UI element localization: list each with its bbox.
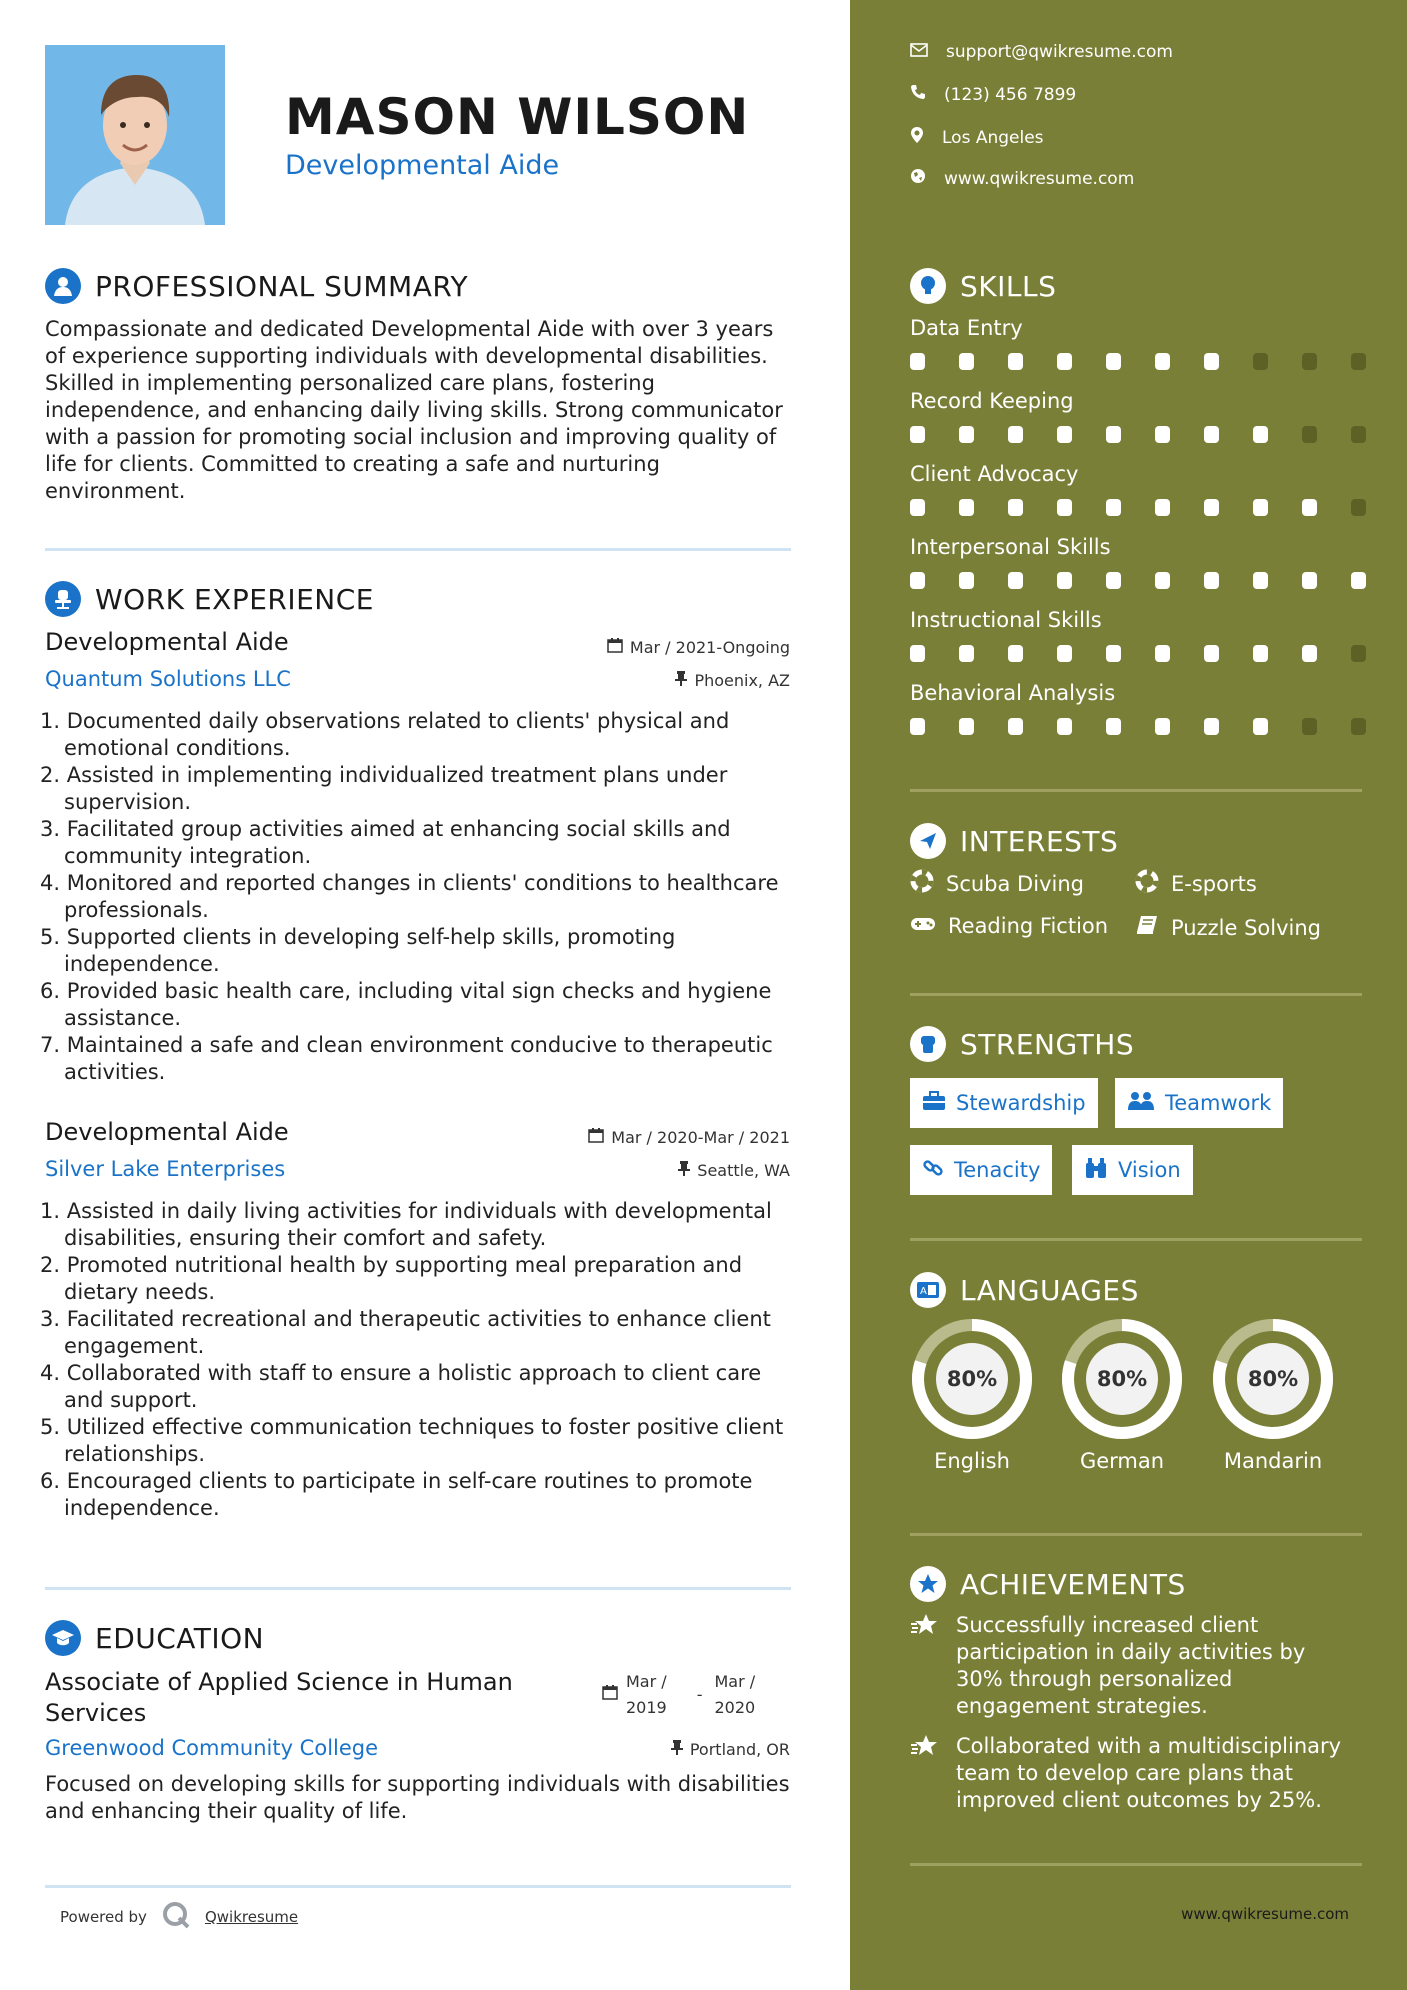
skill-dot-filled [1204,426,1219,443]
list-item: 4. Monitored and reported changes in clients' conditions to healthcare professionals. [40,871,779,922]
list-item: 5. Utilized effective communication techniques to foster positive client relationships. [40,1415,784,1466]
education-location-text: Portland, OR [689,1739,790,1759]
contact-phone[interactable] [910,84,1076,105]
skill-dot-filled [1155,426,1170,443]
skill-dot-filled [1008,645,1023,662]
list-item: 1. Documented daily observations related to clients' physical and emotional conditions. [40,709,730,760]
achievement-item [910,1733,1360,1814]
gamepad-icon [910,914,936,938]
language-name: German [1079,1449,1165,1473]
skill-dot-filled [1008,718,1023,735]
achievements-heading [910,1566,1186,1602]
skill-dot-filled [1253,426,1268,443]
divider [910,789,1362,792]
skill-dot-filled [1106,353,1121,370]
languages-title: LANGUAGES [960,1273,1139,1307]
strengths-heading [910,1026,1134,1062]
summary-heading [45,268,468,304]
skill-dot-filled [1204,572,1219,589]
globe-icon [910,168,926,189]
achievement-text: Successfully increased client participation in daily activities by 30% through personalized engagement strategies. [956,1613,1306,1718]
translate-icon [910,1272,946,1308]
skill-dot-filled [1155,353,1170,370]
paper-plane-icon [910,823,946,859]
job-location [678,1160,790,1180]
lightbulb-icon [910,268,946,304]
skill-dot-filled [1106,645,1121,662]
skill-dot-filled [910,572,925,589]
divider [910,1533,1362,1536]
list-item: 3. Facilitated group activities aimed at enhancing social skills and community integration. [40,817,731,868]
experience-title: WORK EXPERIENCE [95,582,374,616]
star-icon [910,1733,940,1814]
language-item [910,1317,1034,1473]
strength-tag: Tenacity [910,1145,1052,1195]
book-icon [1135,914,1159,941]
qwikresume-logo-icon [161,1900,191,1934]
education-text: Focused on developing skills for supporting individuals with disabilities and enhancing their quality of life. [45,1772,790,1823]
divider [45,1885,791,1888]
skill-dot-filled [910,353,925,370]
skill-dot-empty [1253,353,1268,370]
pin-icon [675,670,687,690]
skill-dot-filled [1057,645,1072,662]
skill-dot-filled [1253,572,1268,589]
strength-tag: Stewardship [910,1078,1098,1128]
interest-item: Reading Fiction [910,914,1108,938]
skill-name: Record Keeping [910,389,1074,413]
skill-dot-filled [959,645,974,662]
life-ring-icon [910,869,934,898]
skill-rating [910,353,1400,370]
divider [910,1238,1362,1241]
svg-text:A: A [920,1286,927,1297]
skill-dot-filled [1204,499,1219,516]
education-location [671,1739,790,1759]
fist-icon [910,1026,946,1062]
skill-dot-filled [1155,572,1170,589]
language-progress-ring [1060,1317,1184,1441]
skill-dot-empty [1351,718,1366,735]
list-item: 2. Promoted nutritional health by supporting meal preparation and dietary needs. [40,1253,743,1304]
skills-title: SKILLS [960,269,1057,303]
skill-name: Instructional Skills [910,608,1102,632]
skill-dot-filled [1008,572,1023,589]
list-item: 2. Assisted in implementing individualized treatment plans under supervision. [40,763,728,814]
job-company: Quantum Solutions LLC [45,667,291,691]
skill-dot-filled [1253,499,1268,516]
divider [910,1863,1362,1866]
footer-website[interactable]: www.qwikresume.com [1181,1905,1349,1923]
list-item: 3. Facilitated recreational and therapeutic activities to enhance client engagement. [40,1307,771,1358]
languages-heading [910,1272,1139,1308]
graduation-cap-icon [45,1620,81,1656]
skill-dot-filled [1204,645,1219,662]
skill-dot-filled [910,645,925,662]
candidate-role: Developmental Aide [285,150,560,181]
skill-dot-filled [1302,645,1317,662]
contact-email[interactable] [910,42,1173,62]
skill-dot-filled [1155,718,1170,735]
job-location [675,670,790,690]
strength-tag: Vision [1072,1145,1193,1195]
skill-dot-empty [1351,353,1366,370]
skill-dot-filled [1106,499,1121,516]
school-name: Greenwood Community College [45,1736,379,1760]
users-icon [1127,1091,1155,1116]
skill-dot-filled [959,426,974,443]
profile-photo [45,45,225,225]
skill-dot-filled [959,718,974,735]
skill-dot-filled [910,426,925,443]
calendar-icon [607,637,623,657]
briefcase-icon [922,1091,946,1116]
skill-dot-filled [1351,572,1366,589]
skill-dot-empty [1351,645,1366,662]
skill-dot-filled [1302,572,1317,589]
skill-dot-filled [959,353,974,370]
link-icon [922,1157,944,1184]
job-date [588,1127,790,1147]
skill-dot-filled [959,572,974,589]
interest-item: E-sports [1135,869,1257,898]
skill-dot-empty [1302,353,1317,370]
education-date-end: Mar / 2020 [714,1672,756,1717]
divider [45,548,791,551]
job-location-text: Seattle, WA [697,1160,790,1180]
interests-heading [910,823,1118,859]
calendar-icon [602,1682,618,1708]
pin-icon [671,1739,683,1759]
footer-powered [60,1900,298,1934]
chair-icon [45,581,81,617]
education-date [602,1669,755,1721]
skill-dot-filled [1008,426,1023,443]
skill-name: Data Entry [910,316,1023,340]
skill-dot-empty [1351,499,1366,516]
qwikresume-link[interactable]: Qwikresume [204,1908,299,1926]
skill-rating [910,718,1400,735]
user-icon [45,268,81,304]
language-name: English [934,1449,1010,1473]
envelope-icon [910,42,928,62]
phone-text: (123) 456 7899 [944,84,1077,105]
achievements-title: ACHIEVEMENTS [960,1567,1186,1601]
job-date-text: Mar / 2020-Mar / 2021 [611,1127,790,1147]
list-item: 4. Collaborated with staff to ensure a holistic approach to client care and support. [40,1361,762,1412]
skill-dot-filled [1057,426,1072,443]
skill-dot-filled [1253,645,1268,662]
map-marker-icon [910,126,924,149]
divider [910,993,1362,996]
job-title: Developmental Aide [45,628,289,656]
skill-dot-filled [959,499,974,516]
star-icon [910,1612,940,1720]
contact-location [910,126,1044,149]
skill-dot-filled [910,718,925,735]
star-badge-icon [910,1566,946,1602]
list-item: 6. Provided basic health care, including vital sign checks and hygiene assistance. [40,979,772,1030]
skill-dot-filled [1155,645,1170,662]
skill-name: Behavioral Analysis [910,681,1116,705]
achievement-text: Collaborated with a multidisciplinary team to develop care plans that improved client outcomes by 25%. [956,1734,1342,1812]
job-date-text: Mar / 2021-Ongoing [629,637,790,657]
list-item: 6. Encouraged clients to participate in self-care routines to promote independence. [40,1469,753,1520]
skill-dot-filled [1106,718,1121,735]
contact-website[interactable] [910,168,1134,189]
skill-name: Interpersonal Skills [910,535,1111,559]
skill-dot-filled [1057,718,1072,735]
list-item: 1. Assisted in daily living activities for individuals with developmental disabilities, ensuring their comfort and safety. [40,1199,772,1250]
job-duties [40,1198,800,1522]
skill-rating [910,426,1400,443]
skill-dot-filled [1057,499,1072,516]
binoculars-icon [1084,1157,1108,1184]
skill-dot-empty [1302,426,1317,443]
skill-dot-empty [1302,718,1317,735]
divider [45,1587,791,1590]
skill-dot-filled [1106,426,1121,443]
location-text: Los Angeles [942,127,1044,148]
language-item [1211,1317,1335,1473]
skill-dot-filled [910,499,925,516]
skill-rating [910,572,1400,589]
date-separator: - [696,1685,703,1704]
interest-item: Scuba Diving [910,869,1084,898]
strength-tag: Teamwork [1115,1078,1283,1128]
education-date-start: Mar / 2019 [626,1672,667,1717]
phone-icon [910,84,926,105]
skill-rating [910,499,1400,516]
language-percent: 80% [1247,1367,1299,1391]
language-item [1060,1317,1184,1473]
skill-dot-filled [1253,718,1268,735]
interests-title: INTERESTS [960,824,1119,858]
strengths-title: STRENGTHS [960,1027,1135,1061]
skill-dot-filled [1008,353,1023,370]
skill-dot-filled [1008,499,1023,516]
job-location-text: Phoenix, AZ [694,670,790,690]
pin-icon [678,1160,690,1180]
skill-dot-filled [1106,572,1121,589]
skill-dot-filled [1057,353,1072,370]
achievement-item [910,1612,1360,1720]
website-text: www.qwikresume.com [944,168,1135,189]
language-progress-ring [1211,1317,1335,1441]
sidebar [850,0,1407,1990]
skill-dot-filled [1057,572,1072,589]
education-heading [45,1620,264,1656]
skill-dot-filled [1302,499,1317,516]
life-ring-icon [1135,869,1159,898]
skill-name: Client Advocacy [910,462,1079,486]
language-percent: 80% [946,1367,998,1391]
degree-title: Associate of Applied Science in Human Services [45,1668,513,1727]
skill-dot-filled [1155,499,1170,516]
job-date [607,637,790,657]
language-name: Mandarin [1223,1449,1323,1473]
list-item: 7. Maintained a safe and clean environment conducive to therapeutic activities. [40,1033,773,1084]
job-duties [40,708,800,1086]
skill-dot-filled [1204,353,1219,370]
list-item: 5. Supported clients in developing self-help skills, promoting independence. [40,925,676,976]
powered-by-label: Powered by [60,1908,147,1926]
experience-heading [45,581,374,617]
summary-title: PROFESSIONAL SUMMARY [95,269,469,303]
candidate-name: MASON WILSON [285,88,750,146]
skill-rating [910,645,1400,662]
summary-text: Compassionate and dedicated Developmental Aide with over 3 years of experience supporting individuals with developmental disabilities. Skilled in implementing personalized care plans, fostering independence, and enhancing daily living skills. Strong communicator with a passion for promoting social inclusion and improving quality of life for clients. Committed to creating a safe and nurturing environment. [45,317,783,503]
calendar-icon [588,1127,604,1147]
email-text: support@qwikresume.com [946,42,1173,62]
language-percent: 80% [1096,1367,1148,1391]
skill-dot-empty [1351,426,1366,443]
job-company: Silver Lake Enterprises [45,1157,286,1181]
skills-heading [910,268,1056,304]
language-progress-ring [910,1317,1034,1441]
education-title: EDUCATION [95,1621,265,1655]
skill-dot-filled [1204,718,1219,735]
job-title: Developmental Aide [45,1118,289,1146]
interest-item: Puzzle Solving [1135,914,1321,941]
